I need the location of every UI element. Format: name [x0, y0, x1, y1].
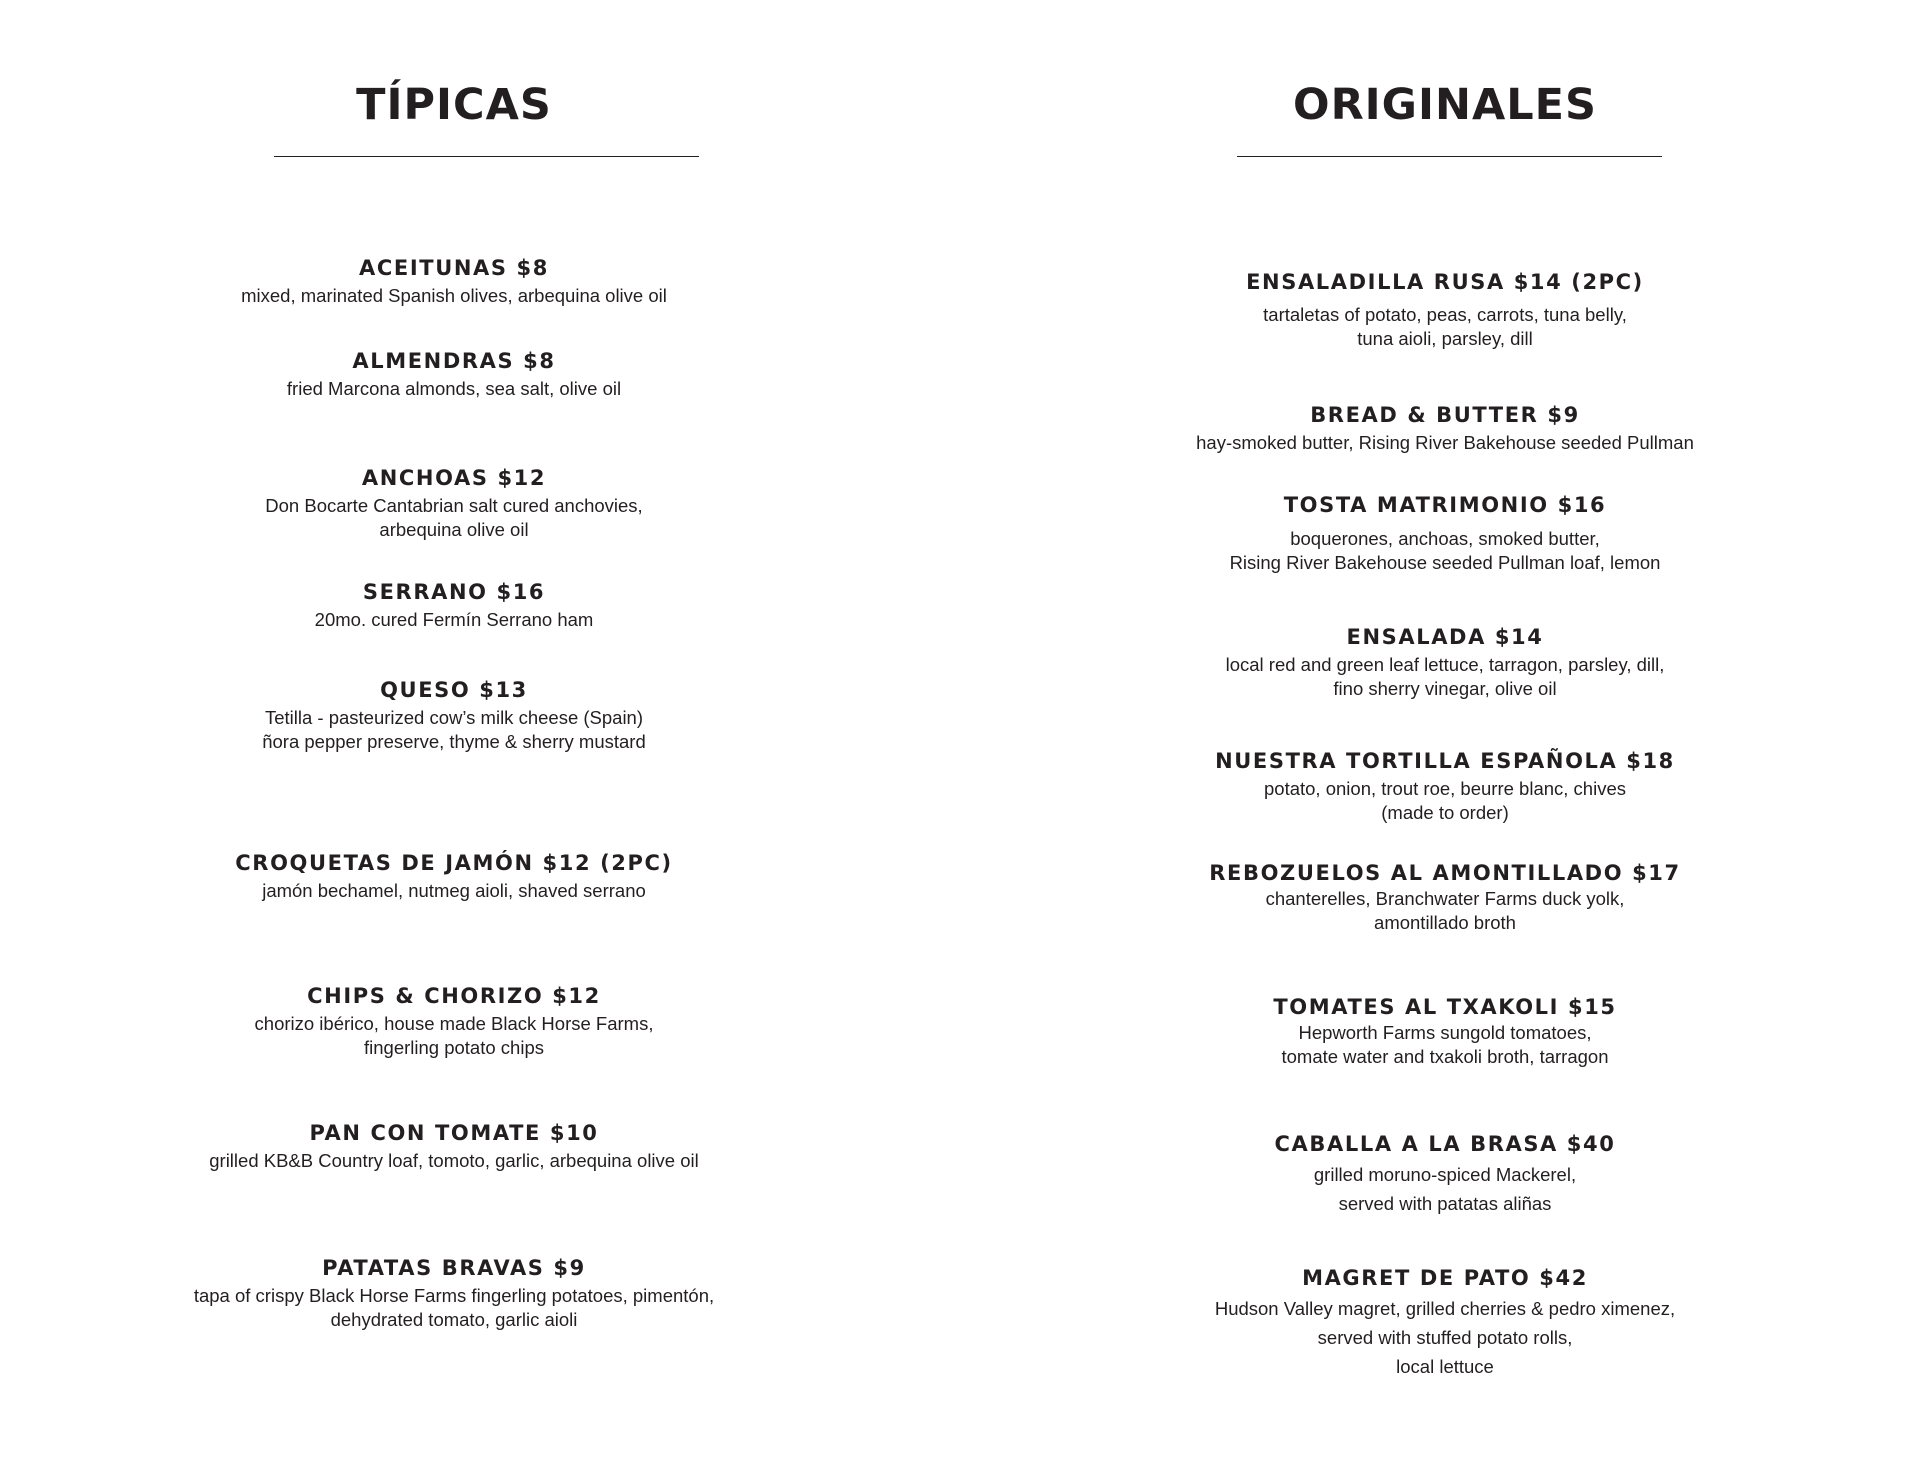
item-description: jamón bechamel, nutmeg aioli, shaved serrano — [262, 880, 646, 901]
item-description: local red and green leaf lettuce, tarragon, parsley, dill, fino sherry vinegar, olive oil — [1225, 654, 1665, 699]
menu-item-rebozuelos — [1145, 859, 1745, 934]
item-name: PAN CON TOMATE $10 — [309, 1121, 599, 1145]
item-description: chorizo ibérico, house made Black Horse Farms, fingerling potato chips — [254, 1013, 654, 1058]
item-name: TOSTA MATRIMONIO $16 — [1283, 493, 1607, 517]
menu-item-croquetas — [154, 849, 754, 903]
menu-item-aceitunas — [154, 254, 754, 308]
item-name: CHIPS & CHORIZO $12 — [307, 984, 601, 1008]
item-name: ALMENDRAS $8 — [352, 349, 556, 373]
item-description: mixed, marinated Spanish olives, arbequina olive oil — [241, 285, 667, 306]
item-description: Tetilla - pasteurized cow’s milk cheese (Spain) ñora pepper preserve, thyme & sherry mustard — [262, 707, 646, 752]
originales-title: ORIGINALES — [1293, 80, 1597, 130]
item-name: ACEITUNAS $8 — [359, 256, 549, 280]
item-description: grilled moruno-spiced Mackerel, served with patatas aliñas — [1313, 1164, 1577, 1214]
menu-item-serrano — [154, 578, 754, 632]
menu-item-ensalada — [1145, 623, 1745, 700]
item-name: ENSALADILLA RUSA $14 (2PC) — [1246, 270, 1644, 294]
item-description: tapa of crispy Black Horse Farms fingerling potatoes, pimentón, dehydrated tomato, garlic aioli — [193, 1285, 715, 1330]
item-description: potato, onion, trout roe, beurre blanc, chives (made to order) — [1264, 778, 1626, 823]
item-name: QUESO $13 — [380, 678, 528, 702]
item-name: CABALLA A LA BRASA $40 — [1274, 1132, 1616, 1156]
menu-item-chips-chorizo — [154, 982, 754, 1059]
menu-item-ensaladilla-rusa — [1145, 268, 1745, 350]
item-description: boquerones, anchoas, smoked butter, Rising River Bakehouse seeded Pullman loaf, lemon — [1229, 528, 1661, 573]
item-name: SERRANO $16 — [362, 580, 546, 604]
menu-item-almendras — [154, 347, 754, 401]
item-description: tartaletas of potato, peas, carrots, tuna belly, tuna aioli, parsley, dill — [1263, 304, 1627, 349]
originales-title-rule — [1237, 156, 1662, 157]
menu-item-magret-de-pato — [1145, 1264, 1745, 1381]
menu-item-patatas-bravas — [154, 1254, 754, 1331]
item-description: hay-smoked butter, Rising River Bakehouse seeded Pullman — [1196, 432, 1694, 453]
menu-item-pan-con-tomate — [154, 1119, 754, 1173]
item-description: Don Bocarte Cantabrian salt cured anchovies, arbequina olive oil — [265, 495, 643, 540]
menu-item-caballa — [1145, 1130, 1745, 1218]
tipicas-title-rule — [274, 156, 699, 157]
item-name: NUESTRA TORTILLA ESPAÑOLA $18 — [1215, 749, 1675, 773]
item-name: ANCHOAS $12 — [361, 466, 547, 490]
item-name: PATATAS BRAVAS $9 — [322, 1256, 586, 1280]
item-name: MAGRET DE PATO $42 — [1302, 1266, 1588, 1290]
item-description: 20mo. cured Fermín Serrano ham — [314, 609, 594, 630]
menu-item-tortilla — [1145, 747, 1745, 824]
item-name: TOMATES AL TXAKOLI $15 — [1273, 995, 1617, 1019]
item-description: grilled KB&B Country loaf, tomoto, garlic, arbequina olive oil — [209, 1150, 699, 1171]
menu-item-anchoas — [154, 464, 754, 541]
item-name: ENSALADA $14 — [1346, 625, 1544, 649]
tipicas-title: TÍPICAS — [356, 80, 552, 130]
item-description: Hudson Valley magret, grilled cherries & pedro ximenez, served with stuffed potato rolls, local lettuce — [1214, 1298, 1676, 1377]
menu-item-queso — [154, 676, 754, 753]
item-name: CROQUETAS DE JAMÓN $12 (2PC) — [235, 851, 673, 875]
item-description: fried Marcona almonds, sea salt, olive oil — [286, 378, 622, 399]
item-description: Hepworth Farms sungold tomatoes, tomate water and txakoli broth, tarragon — [1281, 1022, 1609, 1067]
item-name: REBOZUELOS AL AMONTILLADO $17 — [1209, 861, 1681, 885]
item-name: BREAD & BUTTER $9 — [1310, 403, 1580, 427]
menu-item-tomates — [1145, 993, 1745, 1068]
menu-item-tosta-matrimonio — [1145, 491, 1745, 574]
item-description: chanterelles, Branchwater Farms duck yolk, amontillado broth — [1265, 888, 1625, 933]
menu-item-bread-butter — [1145, 401, 1745, 455]
